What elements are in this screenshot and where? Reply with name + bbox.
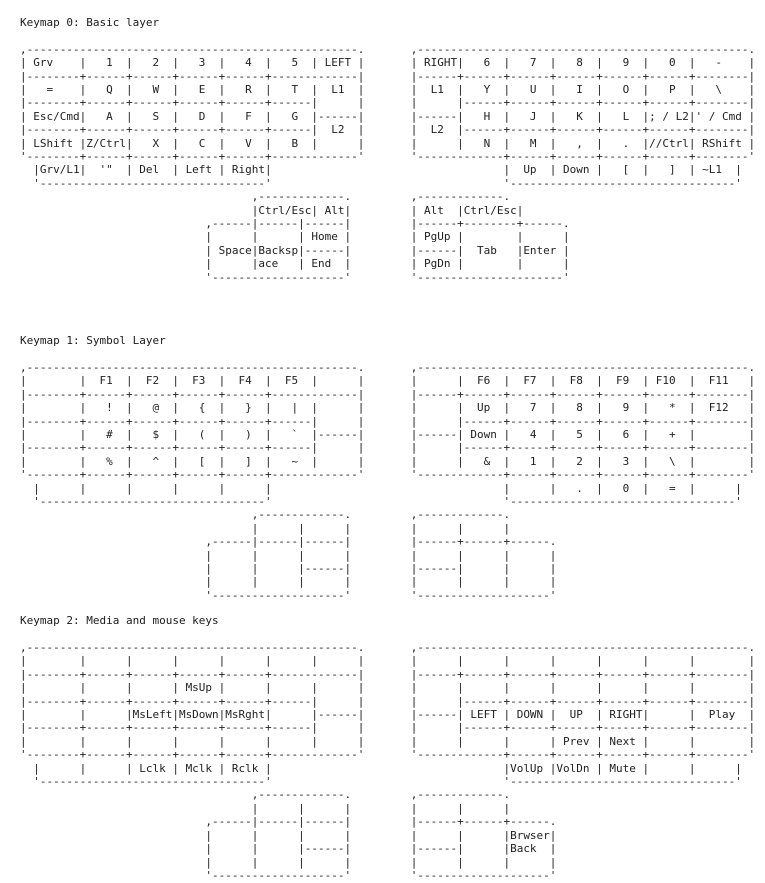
- keymap-0-title: Keymap 0: Basic layer: [20, 16, 160, 29]
- keymap-2-ascii-art: ,--------------------------------------------------. ,--------------------------------------------------. | | | | | | | | | | | | | | | | |--------+------+------+------+------+-------------| |------+------+------+------+------+------+--------| | | | | MsUp | | | | | | | | | | | | |--------+------+------+------+------+------| | | |------+------+------+------+------+--------| | | |MsLeft|MsDown|MsRght| |------| |------| LEFT | DOWN | UP | RIGHT| | Play | |--------+------+------+------+------+------| | | |------+------+------+------+------+--------| | | | | | | | | | | | | Prev | Next | | | '--------+------+------+------+------+-------------' '-------------+------+------+------+------+--------' | | | Lclk | Mclk | Rclk | |VolUp |VolDn | Mute | | | '----------------------------------' '----------------------------------' ,-------------. ,-------------. | | | | | | ,------|------|------| |------+------+------. | | | | | | |Brwser| | | |------| |------| |Back | | | | | | | | | '--------------------' '--------------------': [20, 641, 756, 882]
- keymap-0-ascii-art: ,--------------------------------------------------. ,--------------------------------------------------. | Grv | 1 | 2 | 3 | 4 | 5 | LEFT | | RIGHT| 6 | 7 | 8 | 9 | 0 | - | |--------+------+------+------+------+-------------| |------+------+------+------+------+------+--------| | = | Q | W | E | R | T | L1 | | L1 | Y | U | I | O | P | \ | |--------+------+------+------+------+------| | | |------+------+------+------+------+--------| | Esc/Cmd| A | S | D | F | G |------| |------| H | J | K | L |; / L2|' / Cmd | |--------+------+------+------+------+------| L2 | | L2 |------+------+------+------+------+--------| | LShift |Z/Ctrl| X | C | V | B | | | | N | M | , | . |//Ctrl| RShift | '--------+------+------+------+------+-------------' '-------------+------+------+------+------+--------' |Grv/L1| '" | Del | Left | Right| | Up | Down | [ | ] | ~L1 | '----------------------------------' '----------------------------------' ,-------------. ,-------------. |Ctrl/Esc| Alt| | Alt |Ctrl/Esc| ,------|------|------| |------+--------+------. | | | Home | | PgUp | | | | Space|Backsp|------| |------| Tab |Enter | | |ace | End | | PgDn | | | '--------------------' '----------------------': [20, 42, 756, 284]
- keymap-2-title: Keymap 2: Media and mouse keys: [20, 614, 219, 628]
- keymap-section-media-mouse-keys: [20, 614, 765, 882]
- keymap-section-basic-layer: [20, 16, 765, 284]
- keymap-section-symbol-layer: [20, 334, 765, 602]
- keymap-1-ascii-art: ,--------------------------------------------------. ,--------------------------------------------------. | | F1 | F2 | F3 | F4 | F5 | | | | F6 | F7 | F8 | F9 | F10 | F11 | |--------+------+------+------+------+-------------| |------+------+------+------+------+------+--------| | | ! | @ | { | } | | | | | | Up | 7 | 8 | 9 | * | F12 | |--------+------+------+------+------+------| | | |------+------+------+------+------+--------| | | # | $ | ( | ) | ` |------| |------| Down | 4 | 5 | 6 | + | | |--------+------+------+------+------+------| | | |------+------+------+------+------+--------| | | % | ^ | [ | ] | ~ | | | | & | 1 | 2 | 3 | \ | | '--------+------+------+------+------+-------------' '-------------+------+------+------+------+--------' | | | | | | | | . | 0 | = | | '----------------------------------' '----------------------------------' ,-------------. ,-------------. | | | | | | ,------|------|------| |------+------+------. | | | | | | | | | | |------| |------| | | | | | | | | | | '--------------------' '--------------------': [20, 360, 756, 602]
- keymap-1-title: Keymap 1: Symbol Layer: [20, 334, 166, 348]
